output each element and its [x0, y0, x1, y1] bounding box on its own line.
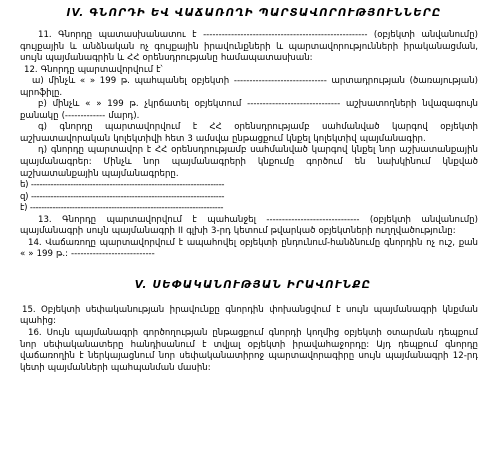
paragraph-12-f: զ) --------------------------------------------------------------------- [20, 191, 225, 202]
paragraph-16: 16. Սույն պայմանագրի գործողության ընթացքում գնորդի կողմից օբյեկտի օտարման դեպքում նոր սեփականատերը հանդիսանում է տվյալ օբյեկտի իրավահաջորդը: Այդ դեպքում գնորդը վաճառողին է ներկայացնում նոր սեփականատիրոջ պարտավորագիրը սույն պայմանագրի 12-րդ կետի պայմանների պահպանման մասին: [20, 328, 478, 373]
paragraph-13: 13. Գնորդը պարտավորվում է պահանջել ------------------------------ (օբյեկտի անվանումը) պայմանագրի սույն պայմանագրի II գլխի 3-րդ կետում թվարկած օբյեկտների ուղղվածությունը: [20, 214, 478, 237]
paragraph-12-a: ա) մինչև « » 199 թ. պահպանել օբյեկտի ------------------------------ արտադրության (ծառայության) պրոֆիլը. [20, 76, 478, 98]
paragraph-12-e: ե) --------------------------------------------------------------------- [20, 180, 225, 191]
paragraph-12: 12. Գնորդը պարտավորվում է՝ [24, 64, 163, 75]
section-ownership-body [20, 305, 478, 374]
paragraph-11: 11. Գնորդը պատասխանատու է ----------------------------------------------------- (օբյեկտի անվանումը) գույքային և անձնական ոչ գույքային իրավունքների և պարտավորությունների իրականացման, սույն պայմանագրին և ՀՀ օրենսդրությանը համապատասխան: [20, 30, 478, 64]
paragraph-12-b: բ) մինչև « » 199 թ. չկրճատել օբյեկտում ------------------------------ աշխատողների նվազագույն քանակը (------------- մարդ). [20, 99, 478, 121]
paragraph-12-d: դ) գնորդը պարտավոր է ՀՀ օրենսդրությամբ սահմանված կարգով կնքել նոր աշխատանքային պայմանագրեր: Մինչև նոր պայմանագրերի կնքումը գործում են նախկինում կնքված աշխատանքային պայմանագրերը. [20, 145, 478, 179]
paragraph-12-c: գ) գնորդը պարտավորվում է ՀՀ օրենսդրությամբ սահմանված կարգով օբյեկտի աշխատավորական կոլեկտիվի հետ 3 ամսվա ընթացքում կնքել կոլեկտիվ պայմանագիր. [20, 122, 478, 144]
section-obligations-body [20, 30, 478, 261]
paragraph-14: 14. Վաճառողը պարտավորվում է ապահովել օբյեկտի ընդունում-հանձնումը գնորդին ոչ ուշ, քան « » 199 թ.: --------------------------- [20, 237, 478, 260]
section-heading-obligations: IV. ԳՆՈՐԴԻ ԵՎ ՎԱՃԱՌՈՂԻ ՊԱՐՏԱՎՈՐՈՒԹՅՈՒՆՆԵՐԸ [66, 7, 442, 19]
paragraph-12-g: է) --------------------------------------------------------------------- [20, 203, 224, 214]
section-heading-ownership: V. ՍԵՓԱԿԱՆՈՒԹՅԱՆ ԻՐԱՎՈՒՆՔԸ [134, 278, 372, 291]
paragraph-15: 15. Օբյեկտի սեփականության իրավունքը գնորդին փոխանցվում է սույն պայմանագրի կնքման պահից: [20, 304, 478, 327]
